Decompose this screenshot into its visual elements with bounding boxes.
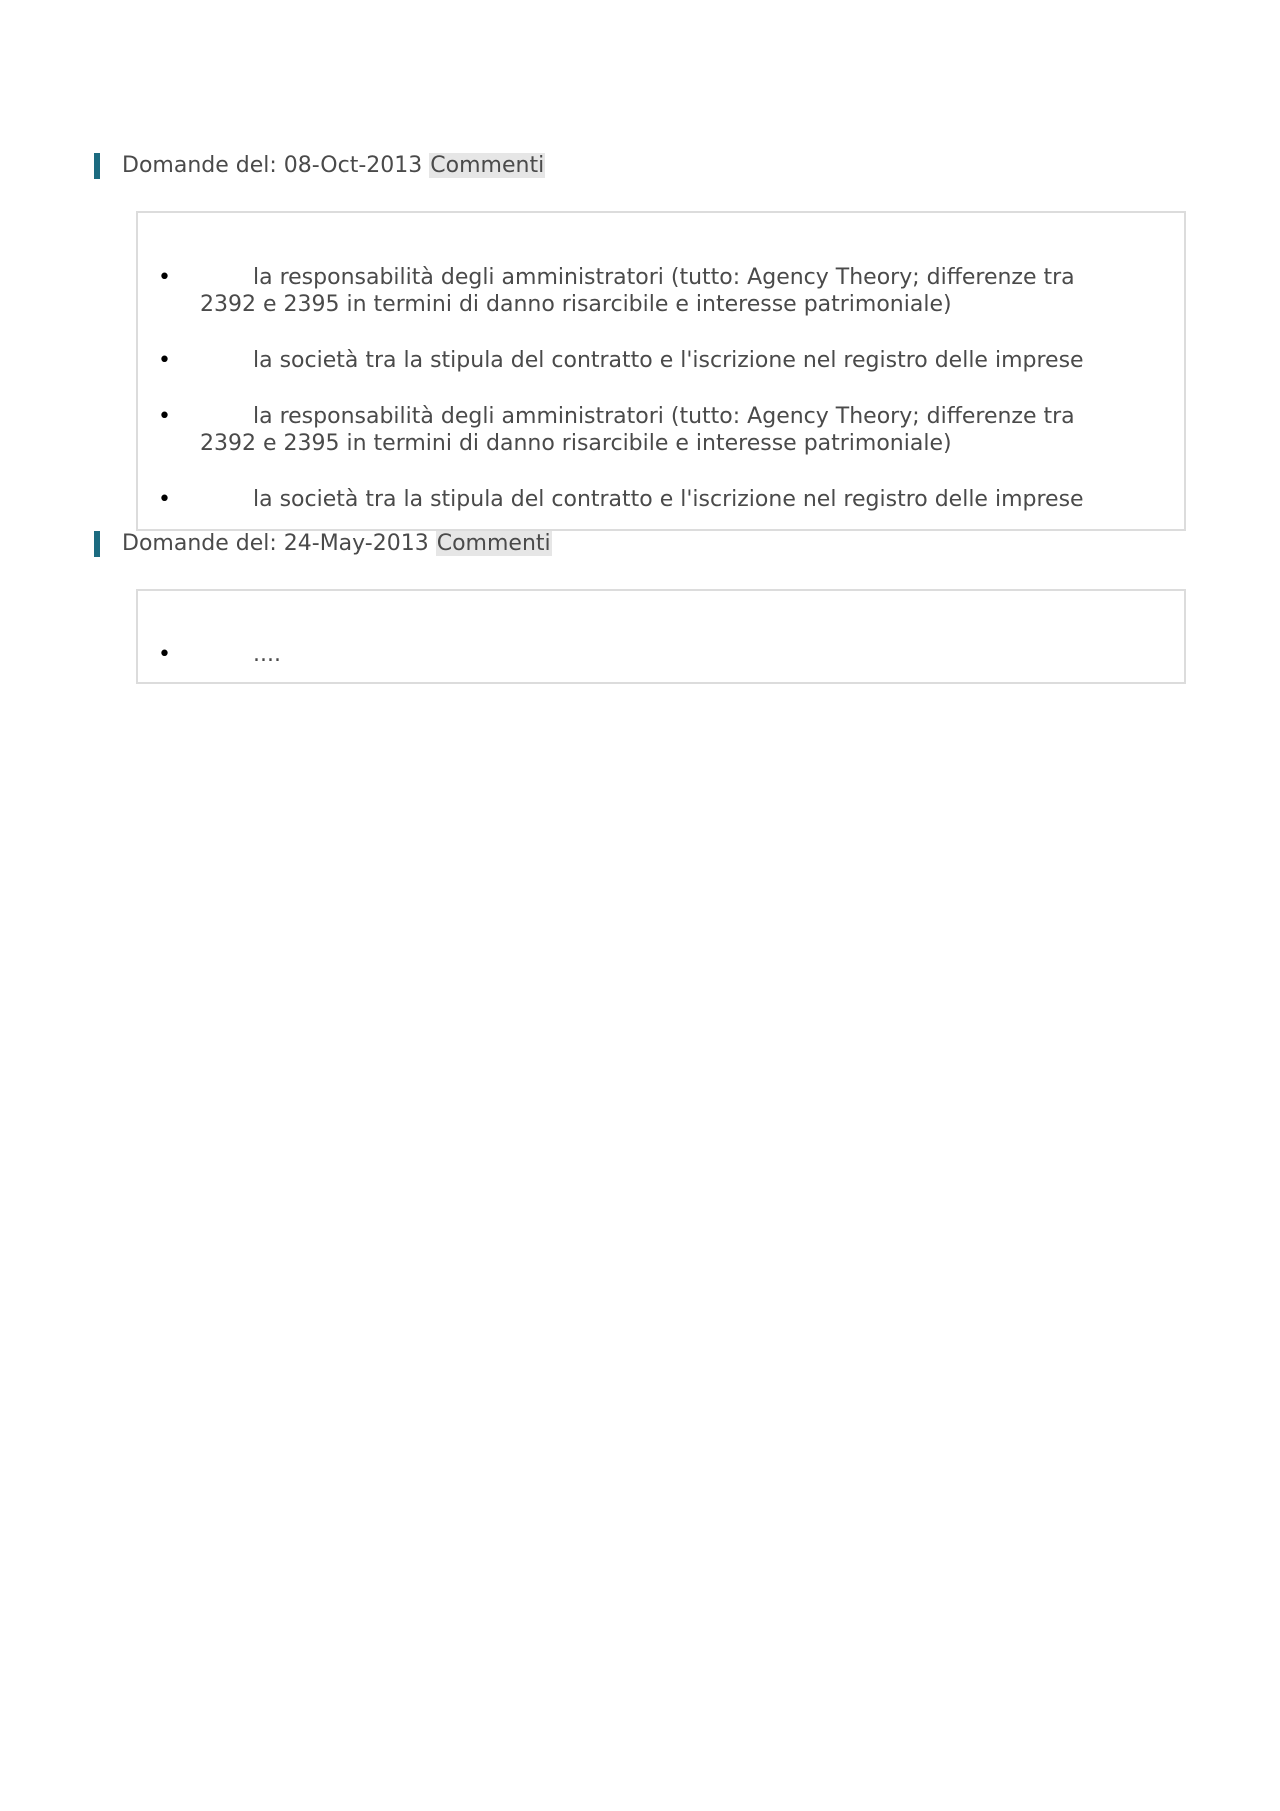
section-header: [94, 530, 1188, 558]
accent-bar: [94, 153, 100, 179]
comments-link[interactable]: Commenti: [436, 531, 551, 556]
bullet-icon: •: [158, 404, 171, 429]
question-text: la società tra la stipula del contratto e l'iscrizione nel registro delle imprese: [253, 487, 1084, 512]
bullet-icon: •: [158, 487, 171, 512]
questions-list: [138, 264, 1184, 513]
list-item: [138, 403, 1184, 457]
list-item: [138, 486, 1184, 513]
questions-box: [136, 589, 1186, 684]
questions-box: [136, 211, 1186, 531]
section-header: [94, 152, 1188, 180]
question-text: ....: [253, 642, 281, 667]
questions-list: [138, 641, 1184, 668]
section-date-label: Domande del: 08-Oct-2013: [122, 153, 423, 178]
list-item: [138, 347, 1184, 374]
section-date-label: Domande del: 24-May-2013: [122, 531, 429, 556]
bullet-icon: •: [158, 348, 171, 373]
question-text: la responsabilità degli amministratori (tutto: Agency Theory; differenze tra 2392 e 2395 in termini di danno risarcibile e interesse patrimoniale): [200, 404, 1075, 456]
question-section: [94, 152, 1188, 180]
accent-bar: [94, 531, 100, 557]
bullet-icon: •: [158, 265, 171, 290]
list-item: [138, 264, 1184, 318]
comments-link[interactable]: Commenti: [430, 153, 545, 178]
question-section: [94, 530, 1188, 558]
question-text: la responsabilità degli amministratori (tutto: Agency Theory; differenze tra 2392 e 2395 in termini di danno risarcibile e interesse patrimoniale): [200, 265, 1075, 317]
question-text: la società tra la stipula del contratto e l'iscrizione nel registro delle imprese: [253, 348, 1084, 373]
list-item: [138, 641, 1184, 668]
bullet-icon: •: [158, 642, 171, 667]
